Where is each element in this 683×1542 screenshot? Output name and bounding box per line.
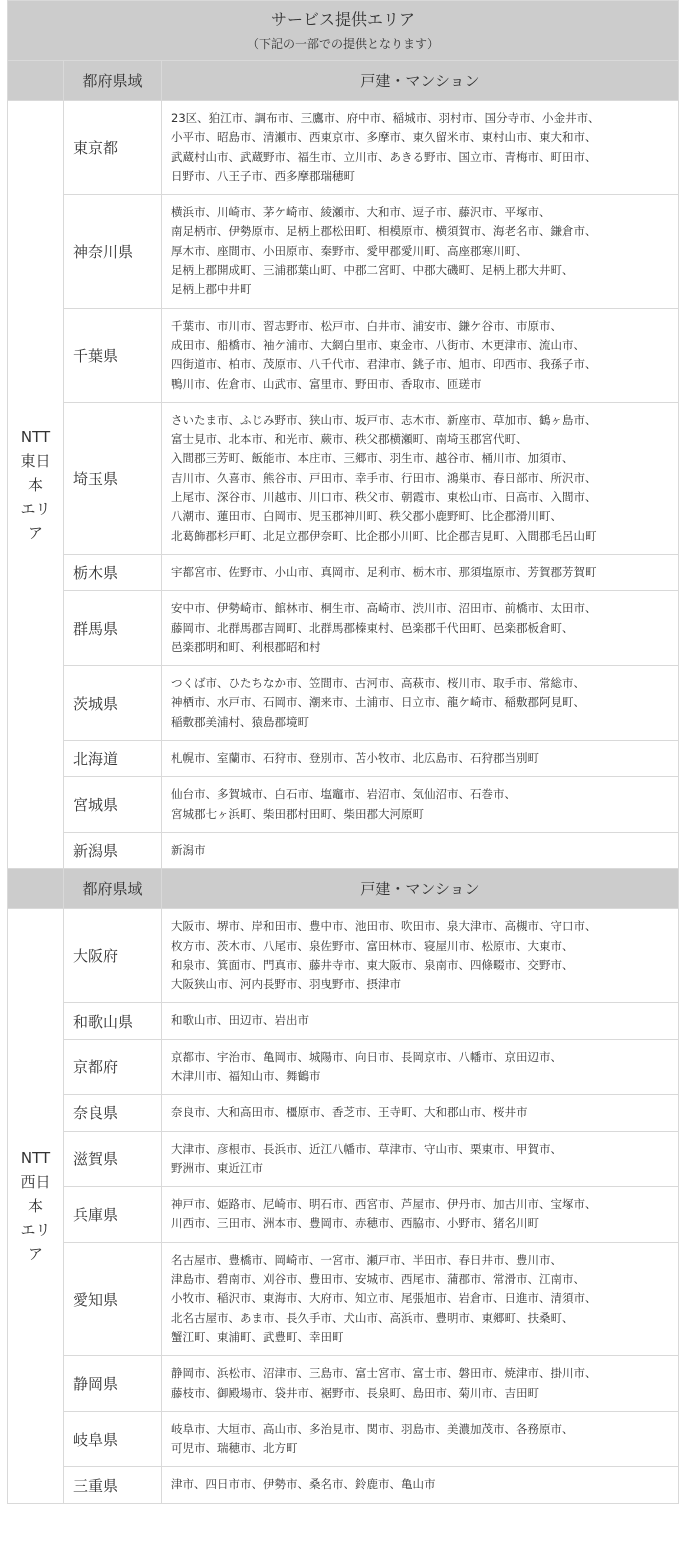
table-row xyxy=(8,1095,679,1131)
area-label-line: NTT xyxy=(20,1148,51,1167)
city-line: 上尾市、深谷市、川越市、川口市、秩父市、朝霞市、東松山市、日高市、入間市、 xyxy=(171,490,597,505)
city-line: 津島市、碧南市、刈谷市、豊田市、安城市、西尾市、蒲郡市、常滑市、江南市、 xyxy=(171,1272,585,1287)
table-row xyxy=(8,195,679,308)
table-row xyxy=(8,909,679,1003)
city-line: 富士見市、北本市、和光市、蕨市、秩父郡横瀬町、南埼玉郡宮代町、 xyxy=(171,432,528,447)
city-line: つくば市、ひたちなか市、笠間市、古河市、高萩市、桜川市、取手市、常総市、 xyxy=(171,676,585,691)
table-row xyxy=(8,1356,679,1412)
city-line: 仙台市、多賀城市、白石市、塩竈市、岩沼市、気仙沼市、石巻市、 xyxy=(171,787,516,802)
prefecture-name: 静岡県 xyxy=(64,1356,162,1412)
city-list xyxy=(162,909,679,1003)
city-list xyxy=(162,1242,679,1355)
city-list xyxy=(162,1187,679,1243)
header-pref: 都府県域 xyxy=(64,869,162,909)
prefecture-name: 岐阜県 xyxy=(64,1411,162,1467)
city-line: 入間郡三芳町、飯能市、本庄市、三郷市、羽生市、越谷市、桶川市、加須市、 xyxy=(171,451,574,466)
prefecture-name: 兵庫県 xyxy=(64,1187,162,1243)
west-header-row xyxy=(8,869,679,909)
city-line: 岐阜市、大垣市、高山市、多治見市、関市、羽島市、美濃加茂市、各務原市、 xyxy=(171,1421,574,1436)
city-list xyxy=(162,308,679,402)
prefecture-name: 和歌山県 xyxy=(64,1003,162,1039)
prefecture-name: 奈良県 xyxy=(64,1095,162,1131)
city-list xyxy=(162,591,679,666)
area-label-line: ア xyxy=(27,523,43,542)
table-row xyxy=(8,1187,679,1243)
city-line: 蟹江町、東浦町、武豊町、幸田町 xyxy=(171,1329,344,1344)
prefecture-name: 東京都 xyxy=(64,101,162,195)
city-line: 藤枝市、御殿場市、袋井市、裾野市、長泉町、島田市、菊川市、吉田町 xyxy=(171,1385,539,1400)
city-line: 新潟市 xyxy=(171,842,206,857)
city-line: 宮城郡七ヶ浜町、柴田郡村田町、柴田郡大河原町 xyxy=(171,806,424,821)
prefecture-name: 群馬県 xyxy=(64,591,162,666)
city-line: 八潮市、蓮田市、白岡市、児玉郡神川町、秩父郡小鹿野町、比企郡滑川町、 xyxy=(171,509,562,524)
city-line: 和泉市、箕面市、門真市、藤井寺市、東大阪市、泉南市、四條畷市、交野市、 xyxy=(171,957,574,972)
table-row xyxy=(8,1467,679,1503)
city-list xyxy=(162,832,679,868)
table-row xyxy=(8,777,679,833)
table-row xyxy=(8,1039,679,1095)
area-label-line: エリ xyxy=(20,499,51,518)
area-label-line: 本 xyxy=(27,475,43,494)
area-label-line: ア xyxy=(27,1244,43,1263)
city-line: 名古屋市、豊橋市、岡崎市、一宮市、瀬戸市、半田市、春日井市、豊川市、 xyxy=(171,1252,562,1267)
table-row xyxy=(8,1003,679,1039)
city-line: 四街道市、柏市、茂原市、八千代市、君津市、銚子市、旭市、印西市、我孫子市、 xyxy=(171,357,597,372)
city-line: 神戸市、姫路市、尼崎市、明石市、西宮市、芦屋市、伊丹市、加古川市、宝塚市、 xyxy=(171,1197,597,1212)
city-line: 津市、四日市市、伊勢市、桑名市、鈴鹿市、亀山市 xyxy=(171,1477,436,1492)
east-header-row xyxy=(8,61,679,101)
table-row xyxy=(8,554,679,590)
page-subtitle: （下記の一部での提供となります） xyxy=(247,36,440,51)
header-pref: 都府県域 xyxy=(64,61,162,101)
city-list xyxy=(162,554,679,590)
prefecture-name: 愛知県 xyxy=(64,1242,162,1355)
city-line: 札幌市、室蘭市、石狩市、登別市、苫小牧市、北広島市、石狩郡当別町 xyxy=(171,751,539,766)
prefecture-name: 茨城県 xyxy=(64,666,162,741)
header-type: 戸建・マンション xyxy=(162,61,679,101)
service-area-table xyxy=(7,0,679,1504)
city-line: 厚木市、座間市、小田原市、秦野市、愛甲郡愛川町、高座郡寒川町、 xyxy=(171,243,528,258)
city-list xyxy=(162,1467,679,1503)
city-list xyxy=(162,101,679,195)
city-line: 千葉市、市川市、習志野市、松戸市、白井市、浦安市、鎌ケ谷市、市原市、 xyxy=(171,318,562,333)
prefecture-name: 埼玉県 xyxy=(64,402,162,554)
city-line: 神栖市、水戸市、石岡市、潮来市、土浦市、日立市、龍ケ崎市、稲敷郡阿見町、 xyxy=(171,695,585,710)
prefecture-name: 新潟県 xyxy=(64,832,162,868)
city-line: 武蔵村山市、武蔵野市、福生市、立川市、あきる野市、国立市、青梅市、町田市、 xyxy=(171,149,597,164)
city-line: さいたま市、ふじみ野市、狭山市、坂戸市、志木市、新座市、草加市、鶴ヶ島市、 xyxy=(171,412,597,427)
east-area-label xyxy=(8,101,64,869)
city-list xyxy=(162,1356,679,1412)
prefecture-name: 大阪府 xyxy=(64,909,162,1003)
west-area-label xyxy=(8,909,64,1504)
city-list xyxy=(162,777,679,833)
city-line: 大阪市、堺市、岸和田市、豊中市、池田市、吹田市、泉大津市、高槻市、守口市、 xyxy=(171,919,597,934)
city-list xyxy=(162,195,679,308)
table-row xyxy=(8,101,679,195)
city-list xyxy=(162,1131,679,1187)
city-line: 稲敷郡美浦村、猿島郡境町 xyxy=(171,714,309,729)
city-list xyxy=(162,1095,679,1131)
city-line: 宇都宮市、佐野市、小山市、真岡市、足利市、栃木市、那須塩原市、芳賀郡芳賀町 xyxy=(171,564,597,579)
title-row xyxy=(8,1,679,61)
table-row xyxy=(8,741,679,777)
prefecture-name: 滋賀県 xyxy=(64,1131,162,1187)
city-line: 北名古屋市、あま市、長久手市、犬山市、高浜市、豊明市、東郷町、扶桑町、 xyxy=(171,1310,574,1325)
city-line: 川西市、三田市、洲本市、豊岡市、赤穂市、西脇市、小野市、猪名川町 xyxy=(171,1216,539,1231)
city-line: 横浜市、川崎市、茅ケ崎市、綾瀬市、大和市、逗子市、藤沢市、平塚市、 xyxy=(171,205,551,220)
prefecture-name: 神奈川県 xyxy=(64,195,162,308)
area-label-line: NTT xyxy=(20,427,51,446)
city-line: 野洲市、東近江市 xyxy=(171,1160,263,1175)
header-type: 戸建・マンション xyxy=(162,869,679,909)
area-label-line: 西日 xyxy=(20,1172,51,1191)
city-line: 可児市、瑞穂市、北方町 xyxy=(171,1441,298,1456)
city-list xyxy=(162,666,679,741)
west-header-blank xyxy=(8,869,64,909)
table-row xyxy=(8,1242,679,1355)
city-line: 吉川市、久喜市、熊谷市、戸田市、幸手市、行田市、鴻巣市、春日部市、所沢市、 xyxy=(171,470,597,485)
prefecture-name: 栃木県 xyxy=(64,554,162,590)
city-line: 静岡市、浜松市、沼津市、三島市、富士宮市、富士市、磐田市、焼津市、掛川市、 xyxy=(171,1366,597,1381)
table-row xyxy=(8,591,679,666)
table-row xyxy=(8,308,679,402)
city-line: 大津市、彦根市、長浜市、近江八幡市、草津市、守山市、栗東市、甲賀市、 xyxy=(171,1141,562,1156)
city-line: 小平市、昭島市、清瀬市、西東京市、多摩市、東久留米市、東村山市、東大和市、 xyxy=(171,130,597,145)
city-line: 和歌山市、田辺市、岩出市 xyxy=(171,1013,309,1028)
city-line: 足柄上郡開成町、三浦郡葉山町、中郡二宮町、中郡大磯町、足柄上郡大井町、 xyxy=(171,263,574,278)
table-row xyxy=(8,1131,679,1187)
city-line: 邑楽郡明和町、利根郡昭和村 xyxy=(171,639,321,654)
city-line: 大阪狭山市、河内長野市、羽曳野市、摂津市 xyxy=(171,977,401,992)
city-line: 成田市、船橋市、袖ケ浦市、大網白里市、東金市、八街市、木更津市、流山市、 xyxy=(171,337,585,352)
area-label-line: 本 xyxy=(27,1196,43,1215)
city-line: 北葛飾郡杉戸町、北足立郡伊奈町、比企郡小川町、比企郡吉見町、入間郡毛呂山町 xyxy=(171,528,597,543)
east-header-blank xyxy=(8,61,64,101)
city-line: 足柄上郡中井町 xyxy=(171,282,252,297)
prefecture-name: 宮城県 xyxy=(64,777,162,833)
prefecture-name: 京都府 xyxy=(64,1039,162,1095)
city-list xyxy=(162,1039,679,1095)
page-title: サービス提供エリア xyxy=(271,9,416,29)
table-row xyxy=(8,832,679,868)
city-line: 奈良市、大和高田市、橿原市、香芝市、王寺町、大和郡山市、桜井市 xyxy=(171,1105,528,1120)
city-line: 23区、狛江市、調布市、三鷹市、府中市、稲城市、羽村市、国分寺市、小金井市、 xyxy=(171,111,600,125)
city-line: 枚方市、茨木市、八尾市、泉佐野市、富田林市、寝屋川市、松原市、大東市、 xyxy=(171,938,574,953)
title-cell xyxy=(8,1,679,61)
city-line: 日野市、八王子市、西多摩郡瑞穂町 xyxy=(171,168,355,183)
city-line: 藤岡市、北群馬郡吉岡町、北群馬郡榛東村、邑楽郡千代田町、邑楽郡板倉町、 xyxy=(171,620,574,635)
city-list xyxy=(162,1003,679,1039)
city-line: 小牧市、稲沢市、東海市、大府市、知立市、尾張旭市、岩倉市、日進市、清須市、 xyxy=(171,1291,597,1306)
city-line: 南足柄市、伊勢原市、足柄上郡松田町、相模原市、横須賀市、海老名市、鎌倉市、 xyxy=(171,224,597,239)
city-line: 鴨川市、佐倉市、山武市、富里市、野田市、香取市、匝瑳市 xyxy=(171,376,482,391)
area-label-line: エリ xyxy=(20,1220,51,1239)
city-line: 京都市、宇治市、亀岡市、城陽市、向日市、長岡京市、八幡市、京田辺市、 xyxy=(171,1049,562,1064)
city-line: 木津川市、福知山市、舞鶴市 xyxy=(171,1068,321,1083)
city-list xyxy=(162,741,679,777)
prefecture-name: 千葉県 xyxy=(64,308,162,402)
city-list xyxy=(162,402,679,554)
table-row xyxy=(8,1411,679,1467)
area-label-line: 東日 xyxy=(20,451,51,470)
prefecture-name: 三重県 xyxy=(64,1467,162,1503)
table-row xyxy=(8,666,679,741)
city-line: 安中市、伊勢崎市、館林市、桐生市、高崎市、渋川市、沼田市、前橋市、太田市、 xyxy=(171,601,597,616)
city-list xyxy=(162,1411,679,1467)
prefecture-name: 北海道 xyxy=(64,741,162,777)
table-row xyxy=(8,402,679,554)
